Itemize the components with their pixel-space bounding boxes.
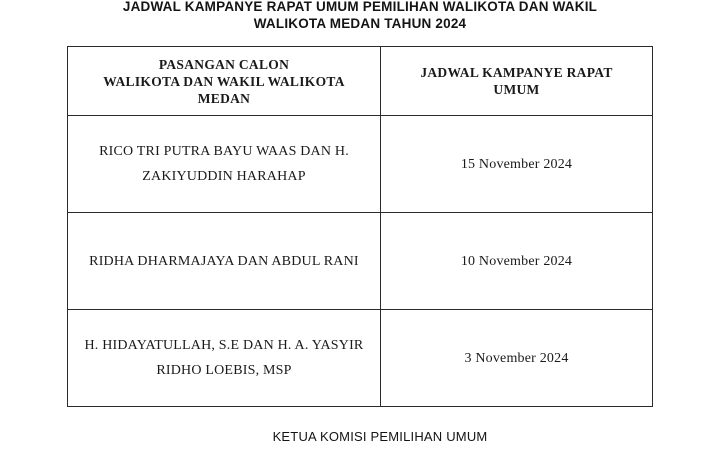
column-header-schedule-line-1: JADWAL KAMPANYE RAPAT [420,65,613,80]
column-header-schedule-line-2: UMUM [493,82,540,97]
candidate-name-line-1: RICO TRI PUTRA BAYU WAAS DAN H. [99,144,349,159]
document-footer [0,429,720,444]
schedule-date-cell: 10 November 2024 [380,213,652,310]
page-title [0,0,720,32]
table-header-row [68,47,653,116]
column-header-candidates-line-1: PASANGAN CALON [158,56,290,72]
schedule-date-cell: 3 November 2024 [380,310,652,407]
candidate-cell [68,213,381,310]
schedule-table [67,46,653,407]
schedule-date-cell: 15 November 2024 [380,116,652,213]
column-header-candidates-line-3: MEDAN [197,90,251,106]
column-header-schedule [380,47,652,116]
page-title-line-2: WALIKOTA MEDAN TAHUN 2024 [253,16,467,31]
candidate-name-line-1: H. HIDAYATULLAH, S.E DAN H. A. YASYIR [84,338,364,353]
schedule-table-container [67,46,653,407]
page-title-line-1: JADWAL KAMPANYE RAPAT UMUM PEMILIHAN WALIKOTA DAN WAKIL [122,0,598,14]
column-header-candidates-line-2: WALIKOTA DAN WAKIL WALIKOTA [103,73,345,89]
footer-signatory-title: KETUA KOMISI PEMILIHAN UMUM [272,429,488,444]
table-row [68,116,653,213]
candidate-name-line-1: RIDHA DHARMAJAYA DAN ABDUL RANI [89,253,359,269]
table-row [68,213,653,310]
candidate-name-line-2: ZAKIYUDDIN HARAHAP [142,169,306,184]
column-header-candidates [68,47,381,116]
page-edge [0,0,2,450]
table-row [68,310,653,407]
candidate-name-line-2: RIDHO LOEBIS, MSP [156,363,292,378]
candidate-cell [68,310,381,407]
candidate-cell [68,116,381,213]
